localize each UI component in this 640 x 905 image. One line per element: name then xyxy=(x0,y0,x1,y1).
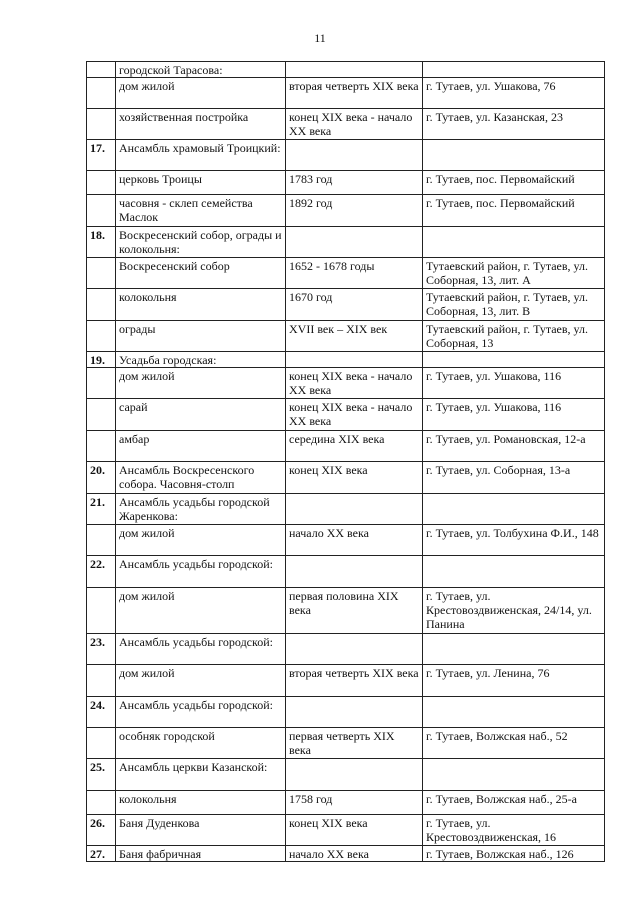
object-name-cell: дом жилой xyxy=(116,665,286,697)
table-row xyxy=(87,352,605,368)
address-cell: г. Тутаев, ул. Ленина, 76 xyxy=(423,665,605,697)
address-cell xyxy=(423,352,605,368)
dating-cell: первая половина XIX века xyxy=(286,588,423,634)
address-cell xyxy=(423,62,605,78)
table-row xyxy=(87,289,605,321)
address-cell: г. Тутаев, пос. Первомайский xyxy=(423,171,605,195)
address-cell xyxy=(423,634,605,665)
dating-cell xyxy=(286,759,423,791)
row-number-cell: 26. xyxy=(87,815,116,846)
object-name-cell: Ансамбль храмовый Троицкий: xyxy=(116,140,286,171)
table-row xyxy=(87,171,605,195)
address-cell: г. Тутаев, пос. Первомайский xyxy=(423,195,605,227)
dating-cell: 1783 год xyxy=(286,171,423,195)
dating-cell xyxy=(286,62,423,78)
address-cell: г. Тутаев, Волжская наб., 25-а xyxy=(423,791,605,815)
object-name-cell: амбар xyxy=(116,431,286,462)
table-row xyxy=(87,791,605,815)
row-number-cell xyxy=(87,109,116,140)
object-name-cell: дом жилой xyxy=(116,368,286,399)
object-name-cell: городской Тарасова: xyxy=(116,62,286,78)
address-cell: Тутаевский район, г. Тутаев, ул. Соборная, 13 xyxy=(423,321,605,352)
table-row xyxy=(87,258,605,289)
address-cell xyxy=(423,494,605,525)
page-number: 11 xyxy=(314,31,326,45)
address-cell: г. Тутаев, Волжская наб., 52 xyxy=(423,728,605,759)
table-row xyxy=(87,431,605,462)
object-name-cell: дом жилой xyxy=(116,525,286,556)
object-name-cell: дом жилой xyxy=(116,78,286,109)
dating-cell: середина XIX века xyxy=(286,431,423,462)
address-cell: г. Тутаев, Волжская наб., 126 xyxy=(423,846,605,862)
table-row xyxy=(87,665,605,697)
table-row xyxy=(87,62,605,78)
row-number-cell: 25. xyxy=(87,759,116,791)
address-cell: г. Тутаев, ул. Крестовоздвиженская, 16 xyxy=(423,815,605,846)
dating-cell: XVII век – XIX век xyxy=(286,321,423,352)
address-cell: г. Тутаев, ул. Ушакова, 116 xyxy=(423,399,605,431)
object-name-cell: церковь Троицы xyxy=(116,171,286,195)
table-row xyxy=(87,728,605,759)
row-number-cell xyxy=(87,665,116,697)
row-number-cell: 23. xyxy=(87,634,116,665)
row-number-cell xyxy=(87,321,116,352)
address-cell: г. Тутаев, ул. Романовская, 12-а xyxy=(423,431,605,462)
table-row xyxy=(87,368,605,399)
dating-cell xyxy=(286,494,423,525)
row-number-cell: 17. xyxy=(87,140,116,171)
object-name-cell: особняк городской xyxy=(116,728,286,759)
object-name-cell: Баня Дуденкова xyxy=(116,815,286,846)
object-name-cell: колокольня xyxy=(116,791,286,815)
dating-cell: начало XX века xyxy=(286,846,423,862)
object-name-cell: Ансамбль усадьбы городской Жаренкова: xyxy=(116,494,286,525)
dating-cell: начало XX века xyxy=(286,525,423,556)
dating-cell: конец XIX века - начало XX века xyxy=(286,399,423,431)
address-cell xyxy=(423,697,605,728)
dating-cell: конец XIX века xyxy=(286,815,423,846)
table-row xyxy=(87,494,605,525)
object-name-cell: колокольня xyxy=(116,289,286,321)
row-number-cell xyxy=(87,791,116,815)
object-name-cell: Ансамбль усадьбы городской: xyxy=(116,697,286,728)
dating-cell: конец XIX века xyxy=(286,462,423,494)
row-number-cell: 19. xyxy=(87,352,116,368)
table-row xyxy=(87,399,605,431)
table-row xyxy=(87,462,605,494)
address-cell: г. Тутаев, ул. Ушакова, 76 xyxy=(423,78,605,109)
row-number-cell: 18. xyxy=(87,227,116,258)
address-cell: г. Тутаев, ул. Соборная, 13-а xyxy=(423,462,605,494)
row-number-cell xyxy=(87,368,116,399)
dating-cell: 1892 год xyxy=(286,195,423,227)
row-number-cell: 20. xyxy=(87,462,116,494)
object-name-cell: Баня фабричная xyxy=(116,846,286,862)
heritage-objects-table xyxy=(86,61,605,862)
table-row xyxy=(87,697,605,728)
address-cell: г. Тутаев, ул. Крестовоздвиженская, 24/14, ул. Панина xyxy=(423,588,605,634)
dating-cell: вторая четверть XIX века xyxy=(286,665,423,697)
table-row xyxy=(87,78,605,109)
dating-cell: 1758 год xyxy=(286,791,423,815)
object-name-cell: Ансамбль Воскресенского собора. Часовня-столп xyxy=(116,462,286,494)
object-name-cell: часовня - склеп семейства Маслок xyxy=(116,195,286,227)
row-number-cell xyxy=(87,728,116,759)
table-row xyxy=(87,759,605,791)
row-number-cell xyxy=(87,195,116,227)
dating-cell: конец XIX века - начало XX века xyxy=(286,368,423,399)
table-body xyxy=(87,62,605,862)
dating-cell: 1652 - 1678 годы xyxy=(286,258,423,289)
dating-cell xyxy=(286,227,423,258)
row-number-cell: 24. xyxy=(87,697,116,728)
dating-cell: первая четверть XIX века xyxy=(286,728,423,759)
table-row xyxy=(87,227,605,258)
dating-cell xyxy=(286,697,423,728)
row-number-cell xyxy=(87,171,116,195)
row-number-cell xyxy=(87,588,116,634)
address-cell xyxy=(423,556,605,588)
row-number-cell: 22. xyxy=(87,556,116,588)
dating-cell: конец XIX века - начало XX века xyxy=(286,109,423,140)
address-cell: г. Тутаев, ул. Казанская, 23 xyxy=(423,109,605,140)
address-cell: г. Тутаев, ул. Толбухина Ф.И., 148 xyxy=(423,525,605,556)
object-name-cell: хозяйственная постройка xyxy=(116,109,286,140)
dating-cell xyxy=(286,556,423,588)
object-name-cell: Воскресенский собор, ограды и колокольня: xyxy=(116,227,286,258)
table-row xyxy=(87,556,605,588)
table-row xyxy=(87,588,605,634)
address-cell: Тутаевский район, г. Тутаев, ул. Соборная, 13, лит. А xyxy=(423,258,605,289)
address-cell: г. Тутаев, ул. Ушакова, 116 xyxy=(423,368,605,399)
table-row xyxy=(87,525,605,556)
address-cell xyxy=(423,227,605,258)
object-name-cell: Ансамбль усадьбы городской: xyxy=(116,556,286,588)
row-number-cell: 27. xyxy=(87,846,116,862)
object-name-cell: дом жилой xyxy=(116,588,286,634)
row-number-cell: 21. xyxy=(87,494,116,525)
dating-cell xyxy=(286,634,423,665)
table-row xyxy=(87,634,605,665)
row-number-cell xyxy=(87,62,116,78)
table-row xyxy=(87,321,605,352)
object-name-cell: ограды xyxy=(116,321,286,352)
address-cell xyxy=(423,759,605,791)
table-row xyxy=(87,140,605,171)
dating-cell xyxy=(286,140,423,171)
dating-cell: вторая четверть XIX века xyxy=(286,78,423,109)
row-number-cell xyxy=(87,525,116,556)
object-name-cell: Усадьба городская: xyxy=(116,352,286,368)
object-name-cell: Воскресенский собор xyxy=(116,258,286,289)
row-number-cell xyxy=(87,431,116,462)
dating-cell xyxy=(286,352,423,368)
table-row xyxy=(87,846,605,862)
dating-cell: 1670 год xyxy=(286,289,423,321)
row-number-cell xyxy=(87,289,116,321)
address-cell: Тутаевский район, г. Тутаев, ул. Соборная, 13, лит. В xyxy=(423,289,605,321)
table-row xyxy=(87,195,605,227)
row-number-cell xyxy=(87,258,116,289)
table-row xyxy=(87,109,605,140)
table-row xyxy=(87,815,605,846)
row-number-cell xyxy=(87,399,116,431)
object-name-cell: Ансамбль церкви Казанской: xyxy=(116,759,286,791)
address-cell xyxy=(423,140,605,171)
object-name-cell: Ансамбль усадьбы городской: xyxy=(116,634,286,665)
object-name-cell: сарай xyxy=(116,399,286,431)
row-number-cell xyxy=(87,78,116,109)
